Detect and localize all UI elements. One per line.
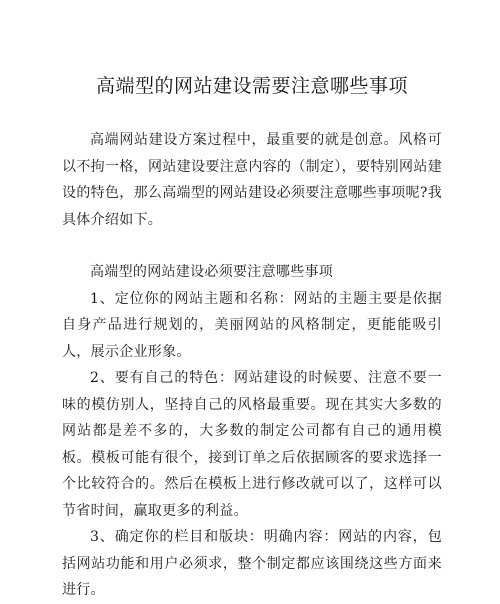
article-title: 高端型的网站建设需要注意哪些事项 — [95, 75, 408, 97]
intro-paragraph: 高端网站建设方案过程中，最重要的就是创意。风格可以不拘一格，网站建设要注意内容的（制定），要特别网站建设的特色，那么高端型的网站建设必须要注意哪些事项呢?我具体介绍如下。 — [62, 132, 442, 228]
list-item-1: 1、定位你的网站主题和名称：网站的主题主要是依据自身产品进行规划的，美丽网站的风格制定，更能能吸引人，展示企业形象。 — [62, 290, 442, 360]
section-heading: 高端型的网站建设必须要注意哪些事项 — [90, 264, 334, 280]
list-item-3: 3、确定你的栏目和版块：明确内容：网站的内容，包括网站功能和用户必须求，整个制定都应该围绕这些方面来进行。 — [62, 529, 442, 598]
list-item-2: 2、要有自己的特色：网站建设的时候要、注意不要一味的模仿别人，坚持自己的风格最重要。现在其实大多数的网站都是差不多的，大多数的制定公司都有自己的通用模板。模板可能有很个，接到订单之后依据顾客的要求选择一个比较符合的。然后在模板上进行修改就可以了，这样可以节省时间，赢取更多的利益。 — [62, 370, 442, 519]
